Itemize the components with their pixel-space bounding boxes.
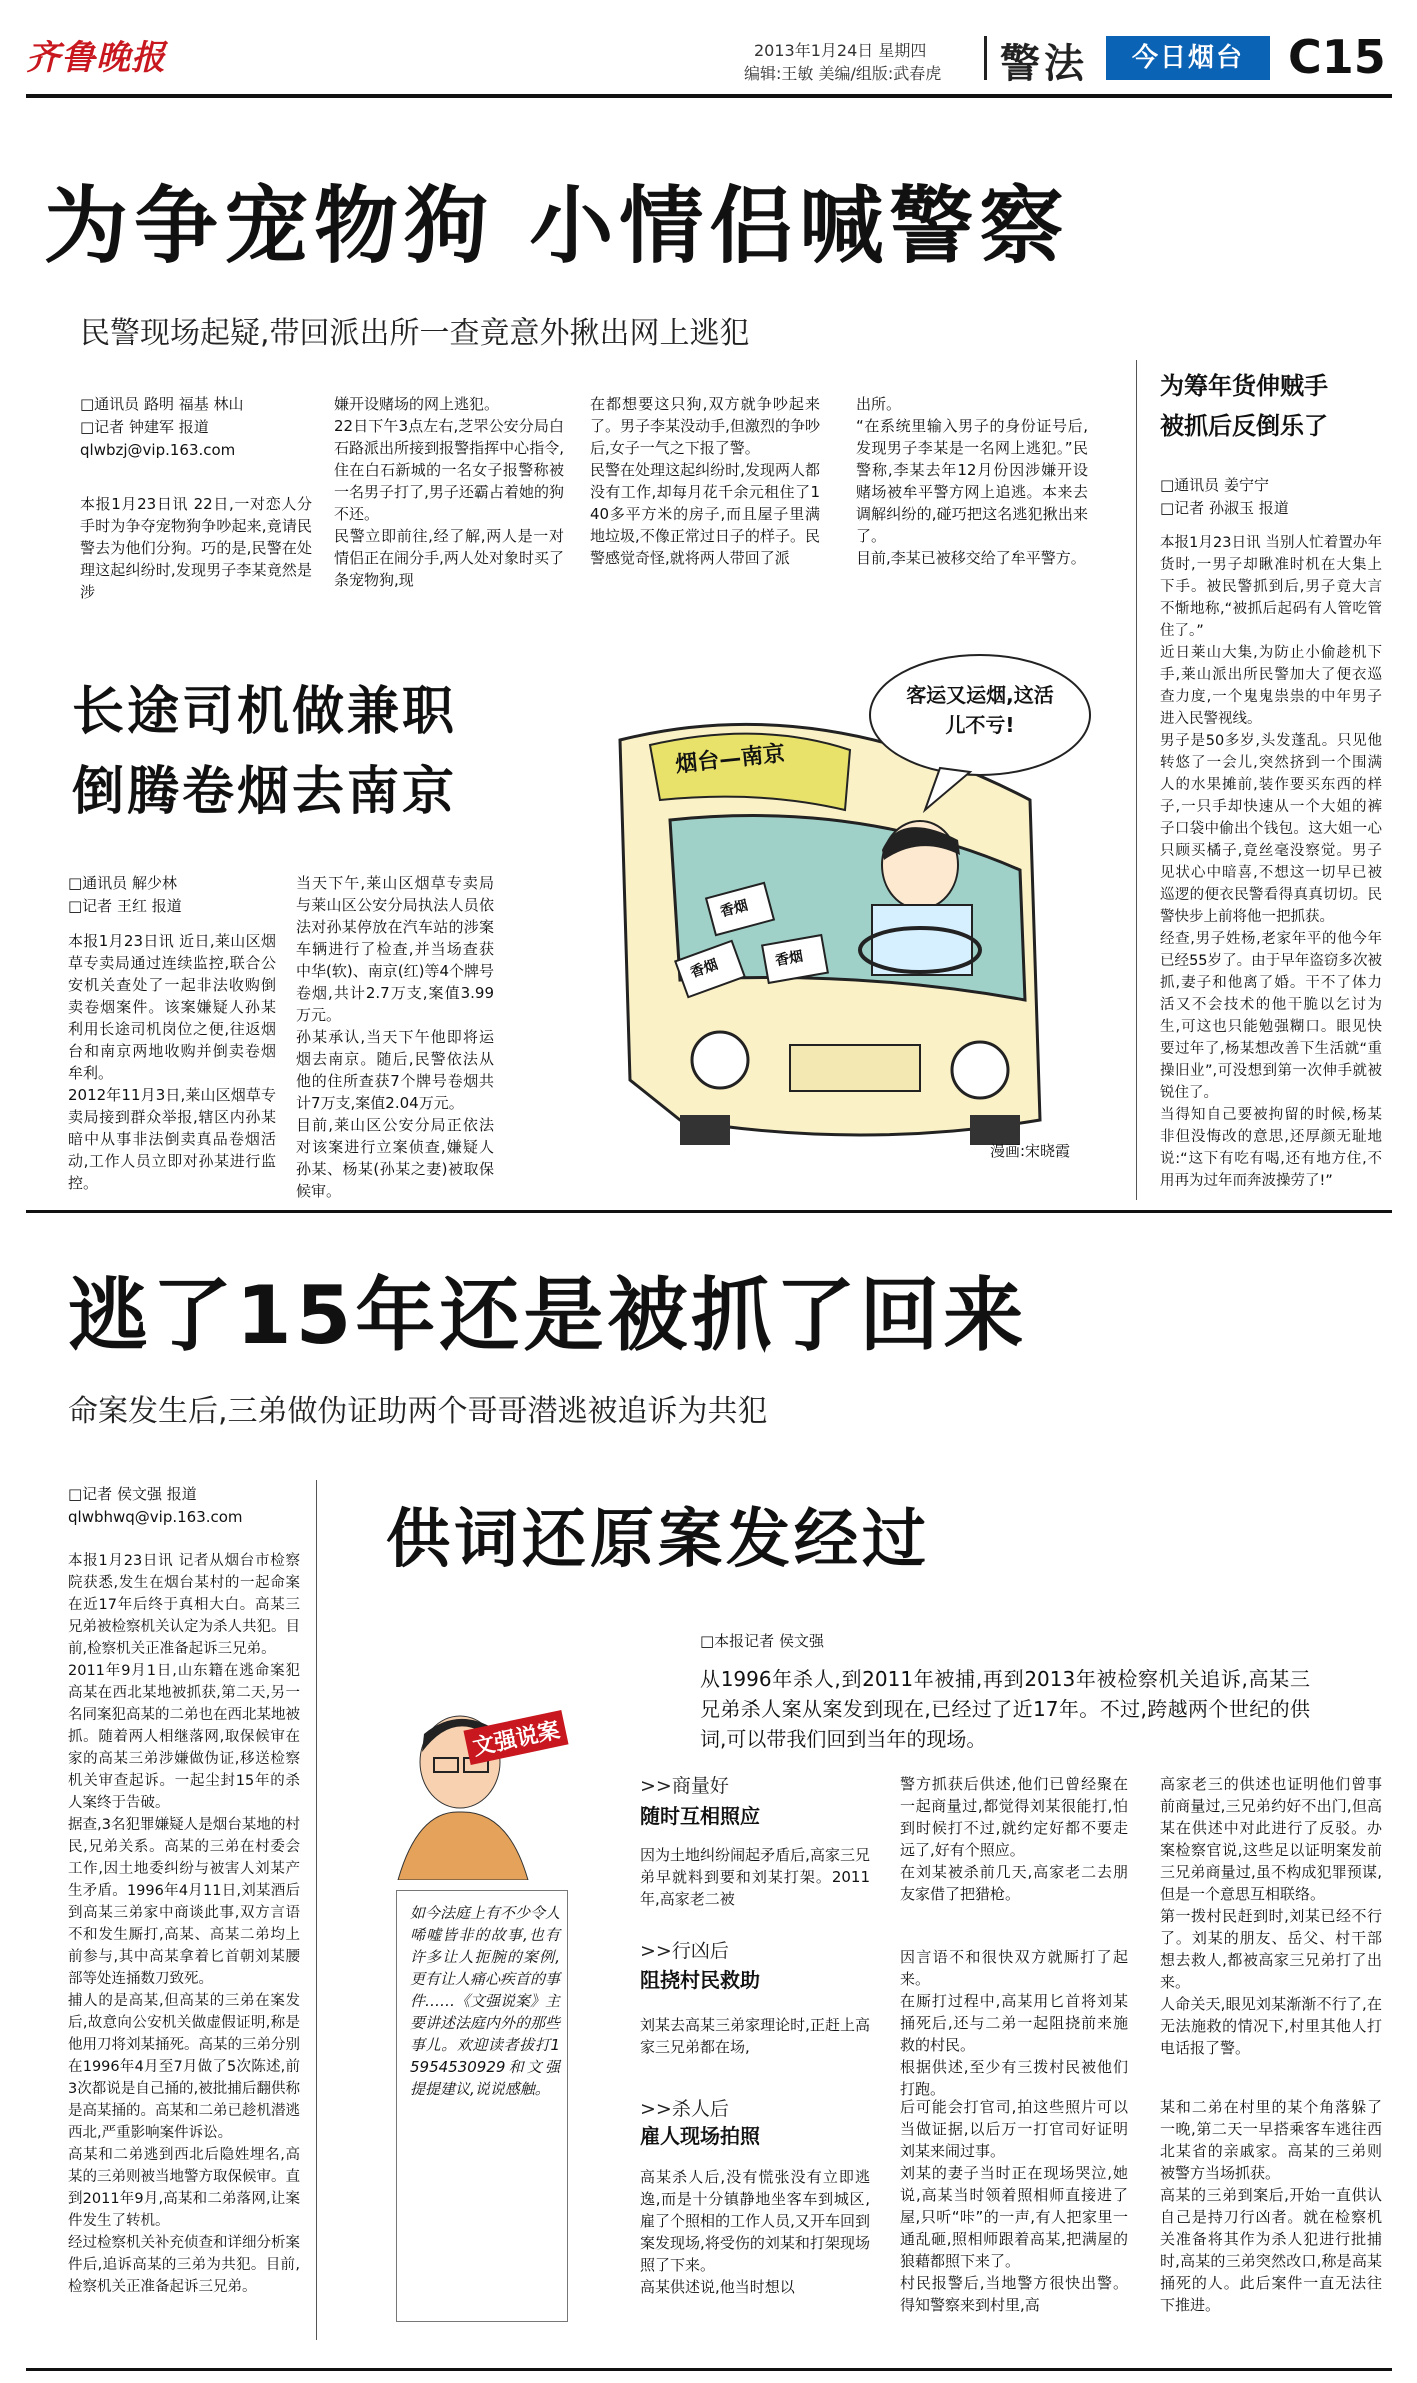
- story3-body: 本报1月23日讯 记者从烟台市检察院获悉,发生在烟台某村的一起命案在近17年后终于真相大白。高某三兄弟被检察机关认定为杀人共犯。目前,检察机关正准备起诉三兄弟。 2011年9月1日,山东籍在逃命案犯高某在西北某地被抓获,第二天,另一名同案犯高某的二弟也在西北某地被抓。随着两人相继落网,取保候审在家的高某三弟涉嫌做伪证,移送检察机关审查起诉。一起尘封15年的杀人案终于告破。 据查,3名犯罪嫌疑人是烟台某地的村民,兄弟关系。高某的三弟在村委会工作,因土地委纠纷与被害人刘某产生矛盾。1996年4月11日,刘某酒后到高某三弟家中商谈此事,双方言语不和发生厮打,高某、高某二弟均上前参与,其中高某拿着匕首朝刘某腰部等处连捅数刀致死。 捕人的是高某,但高某的三弟在案发后,故意向公安机关做虚假证明,称是他用刀将刘某捅死。高某的三弟分别在1996年4月至7月做了5次陈述,前3次都说是自己捅的,被批捕后翻供称是高某捅的。高某和二弟已趁机潜逃西北,严重影响案件诉讼。 高某和二弟逃到西北后隐姓埋名,高某的三弟则被当地警方取保候审。直到2011年9月,高某和二弟落网,让案件发生了转机。 经过检察机关补充侦查和详细分析案件后,追诉高某的三弟为共犯。目前,检察机关正准备起诉三兄弟。: [68, 1553, 300, 2295]
- story4-sec3-text: 高某杀人后,没有慌张没有立即逃逸,而是十分镇静地坐客车到城区,雇了个照相的工作人员,又开车回到案发现场,将受伤的刘某和打架现场照了下来。 高某供述说,他当时想以: [640, 2168, 870, 2296]
- editors-line: 编辑:王敏 美编/组版:武春虎: [744, 64, 942, 83]
- story1-byline2: □记者 钟建军 报道: [80, 418, 209, 436]
- sidebar-headline-line1: 为筹年货伸贼手: [1160, 372, 1328, 400]
- story4-sec1-label: >>商量好: [640, 1775, 729, 1797]
- story4-colC1: 高家老三的供述也证明他们曾事前商量过,三兄弟约好不出门,但高某在供述中对此进行了反驳。办案检察官说,这些足以证明案发前三兄弟商量过,虽不构成犯罪预谋,但是一个意思互相联络。 第一拨村民赶到时,刘某已经不行了。刘某的朋友、岳父、村干部想去救人,都被高家三兄弟打了出来。 人命关天,眼见刘某渐渐不行了,在无法施救的情况下,村里其他人打电话报了警。: [1160, 1775, 1382, 2057]
- masthead: [0, 0, 1417, 95]
- story1-headline: 为争宠物狗 小情侣喊警察: [44, 177, 1070, 275]
- newspaper-logo: 齐鲁晚报: [26, 38, 166, 78]
- story2-byline2: □记者 王红 报道: [68, 897, 182, 915]
- cigarette-box-label-1: 香烟: [718, 897, 750, 921]
- story4-byline: □本报记者 侯文强: [700, 1632, 824, 1650]
- story4-colB2: 因言语不和很快双方就厮打了起来。 在厮打过程中,高某用匕首将刘某捅死后,还与二弟一起阻挠前来施救的村民。 根据供述,至少有三拨村民被他们打跑。: [900, 1948, 1128, 2098]
- speech-bubble-text: 客运又运烟,这活儿不亏!: [906, 683, 1054, 737]
- story4-sec2-label: >>行凶后: [640, 1940, 729, 1962]
- page-number: C15: [1288, 30, 1386, 84]
- story1-email: qlwbzj@vip.163.com: [80, 441, 236, 459]
- story4-sec1-text: 因为土地纠纷闹起矛盾后,高家三兄弟早就料到要和刘某打架。2011年,高家老二被: [640, 1846, 870, 1908]
- sidebar-body: 本报1月23日讯 当别人忙着置办年货时,一男子却瞅准时机在大集上下手。被民警抓到后,男子竟大言不惭地称,“被抓后起码有人管吃管住了。” 近日莱山大集,为防止小偷趁机下手,莱山派出所民警加大了便衣巡查力度,一个鬼鬼祟祟的中年男子进入民警视线。 男子是50多岁,头发蓬乱。只见他转悠了一会儿,突然挤到一个围满人的水果摊前,装作要买东西的样子,一只手却快速从一个大姐的裤子口袋中偷出个钱包。这大姐一心只顾买橘子,竟丝毫没察觉。男子见状心中暗喜,不想这一切早已被巡逻的便衣民警看得真真切切。民警快步上前将他一把抓获。 经查,男子姓杨,老家年平的他今年已经55岁了。由于早年盗窃多次被抓,妻子和他离了婚。干不了体力活又不会技术的他干脆以乞讨为生,可这也只能勉强糊口。眼见快要过年了,杨某想改善下生活就“重操旧业”,可没想到第一次伸手就被锐住了。 当得知自己要被拘留的时候,杨某非但没悔改的意思,还厚颜无耻地说:“这下有吃有喝,还有地方住,不用再为过年而奔波操劳了!”: [1160, 535, 1382, 1189]
- story4-sec2-text: 刘某去高某三弟家理论时,正赶上高家三兄弟都在场,: [640, 2016, 870, 2056]
- story4-sec1-title: 随时互相照应: [640, 1804, 760, 1828]
- bottom-rule: [26, 2368, 1392, 2371]
- story3-byline: □记者 侯文强 报道: [68, 1485, 197, 1503]
- cartoon-credit: 漫画:宋晓霞: [990, 1142, 1071, 1160]
- column-intro-text: 如今法庭上有不少令人唏嘘皆非的故事,也有许多让人扼腕的案例,更有让人痛心疾首的事件……《文强说案》主要讲述法庭内外的那些事儿。欢迎读者拔打15954530929和文强提提建议,说说感触。: [410, 1904, 561, 2098]
- story2-headline-line2: 倒腾卷烟去南京: [72, 762, 458, 822]
- date-line: 2013年1月24日 星期四: [754, 41, 927, 60]
- story2-col2: 当天下午,莱山区烟草专卖局与莱山区公安分局执法人员依法对孙某停放在汽车站的涉案车辆进行了检查,并当场查获中华(软)、南京(红)等4个牌号卷烟,共计2.7万支,案值3.99万元。 孙某承认,当天下午他即将运烟去南京。随后,民警依法从他的住所查获7个牌号卷烟共计7万支,案值2.04万元。 目前,莱山区公安分局正依法对该案进行立案侦查,嫌疑人孙某、杨某(孙某之妻)被取保候审。: [296, 874, 494, 1200]
- cigarette-box-label-3: 香烟: [688, 956, 721, 982]
- story4-sec3-title: 雇人现场拍照: [640, 2124, 760, 2148]
- story1-col4: 出所。 “在系统里输入男子的身份证号后,发现男子李某是一名网上逃犯。”民警称,李某去年12月份因涉嫌开设赌场被牟平警方网上追逃。本来去调解纠纷的,碰巧把这名逃犯揪出来了。 目前,李某已被移交给了牟平警方。: [856, 395, 1088, 567]
- sidebar-byline1: □通讯员 姜宁宁: [1160, 476, 1269, 494]
- masthead-divider: [984, 36, 987, 80]
- sidebar-byline2: □记者 孙淑玉 报道: [1160, 499, 1289, 517]
- edition-label: 今日烟台: [1131, 43, 1244, 73]
- story1-col3: 在都想要这只狗,双方就争吵起来了。男子李某没动手,但激烈的争吵后,女子一气之下报了警。 民警在处理这起纠纷时,发现两人都没有工作,却每月花千余元租住了140多平方米的房子,而且屋子里满地垃圾,不像正常过日子的样子。民警感觉奇怪,就将两人带回了派: [590, 395, 820, 567]
- edition-badge: [1106, 36, 1270, 80]
- story4-lead: 从1996年杀人,到2011年被捕,再到2013年被检察机关追诉,高某三兄弟杀人案从案发到现在,已经过了近17年。不过,跨越两个世纪的供词,可以带我们回到当年的现场。: [700, 1667, 1310, 1751]
- story1-col1: 本报1月23日讯 22日,一对恋人分手时为争夺宠物狗争吵起来,竟请民警去为他们分狗。巧的是,民警在处理这起纠纷时,发现男子李某竟然是涉: [80, 495, 312, 601]
- story1-byline1: □通讯员 路明 福基 林山: [80, 395, 244, 413]
- cigarette-box-label-2: 香烟: [773, 948, 805, 970]
- story4-colB1: 警方抓获后供述,他们已曾经聚在一起商量过,都觉得刘某很能打,怕到时候打不过,就约定好都不要走远了,好有个照应。 在刘某被杀前几天,高家老二去朋友家借了把猎枪。: [900, 1775, 1128, 1903]
- column-badge: 文强说案: [463, 1710, 568, 1765]
- story4-colB3: 后可能会打官司,拍这些照片可以当做证据,以后万一打官司好证明刘某来闹过事。 刘某的妻子当时正在现场哭泣,她说,高某当时领着照相师直接进了屋,只听“咔”的一声,有人把家里一通乱砸,照相师跟着高某,把满屋的狼藉都照下来了。 村民报警后,当地警方很快出警。得知警察来到村里,高: [900, 2098, 1128, 2314]
- cartoon-illustration: [560, 650, 1100, 1170]
- section-rule: [26, 1210, 1392, 1213]
- story2-headline-line1: 长途司机做兼职: [72, 682, 458, 742]
- story2-byline1: □通讯员 解少林: [68, 874, 177, 892]
- story3-subhead: 命案发生后,三弟做伪证助两个哥哥潜逃被追诉为共犯: [68, 1394, 768, 1429]
- section-name: 警法: [1000, 41, 1088, 87]
- story2-col1: 本报1月23日讯 近日,莱山区烟草专卖局通过连续监控,联合公安机关查处了一起非法收购倒卖卷烟案件。该案嫌疑人孙某利用长途司机岗位之便,往返烟台和南京两地收购并倒卖卷烟牟利。 2012年11月3日,莱山区烟草专卖局接到群众举报,辖区内孙某暗中从事非法倒卖真品卷烟活动,工作人员立即对孙某进行监控。: [68, 932, 276, 1192]
- sidebar-headline-line2: 被抓后反倒乐了: [1160, 412, 1328, 440]
- story4-sec2-title: 阻挠村民救助: [640, 1968, 760, 1992]
- sidebar-divider: [1136, 360, 1137, 1200]
- columnist-portrait: [378, 1700, 568, 1880]
- story1-col2: 嫌开设赌场的网上逃犯。 22日下午3点左右,芝罘公安分局白石路派出所接到报警指挥中心指令,住在白石新城的一名女子报警称被一名男子打了,男子还霸占着她的狗不还。 民警立即前往,经了解,两人是一对情侣正在闹分手,两人处对象时买了条宠物狗,现: [334, 395, 564, 589]
- story1-subhead: 民警现场起疑,带回派出所一查竟意外揪出网上逃犯: [80, 316, 750, 351]
- story3-divider: [316, 1480, 317, 2340]
- bus-sign-text: 烟台—南京: [674, 741, 787, 778]
- story4-colC2: 某和二弟在村里的某个角落躲了一晚,第二天一早搭乘客车逃往西北某省的亲戚家。高某的三弟则被警方当场抓获。 高某的三弟到案后,开始一直供认自己是持刀行凶者。就在检察机关准备将其作为杀人犯进行批捕时,高某的三弟突然改口,称是高某捅死的人。此后案件一直无法往下推进。: [1160, 2098, 1382, 2314]
- story4-headline: 供词还原案发经过: [386, 1503, 930, 1577]
- story3-headline: 逃了15年还是被抓了回来: [68, 1269, 1028, 1362]
- story3-email: qlwbhwq@vip.163.com: [68, 1508, 243, 1526]
- story4-sec3-label: >>杀人后: [640, 2098, 729, 2120]
- masthead-rule: [26, 94, 1392, 98]
